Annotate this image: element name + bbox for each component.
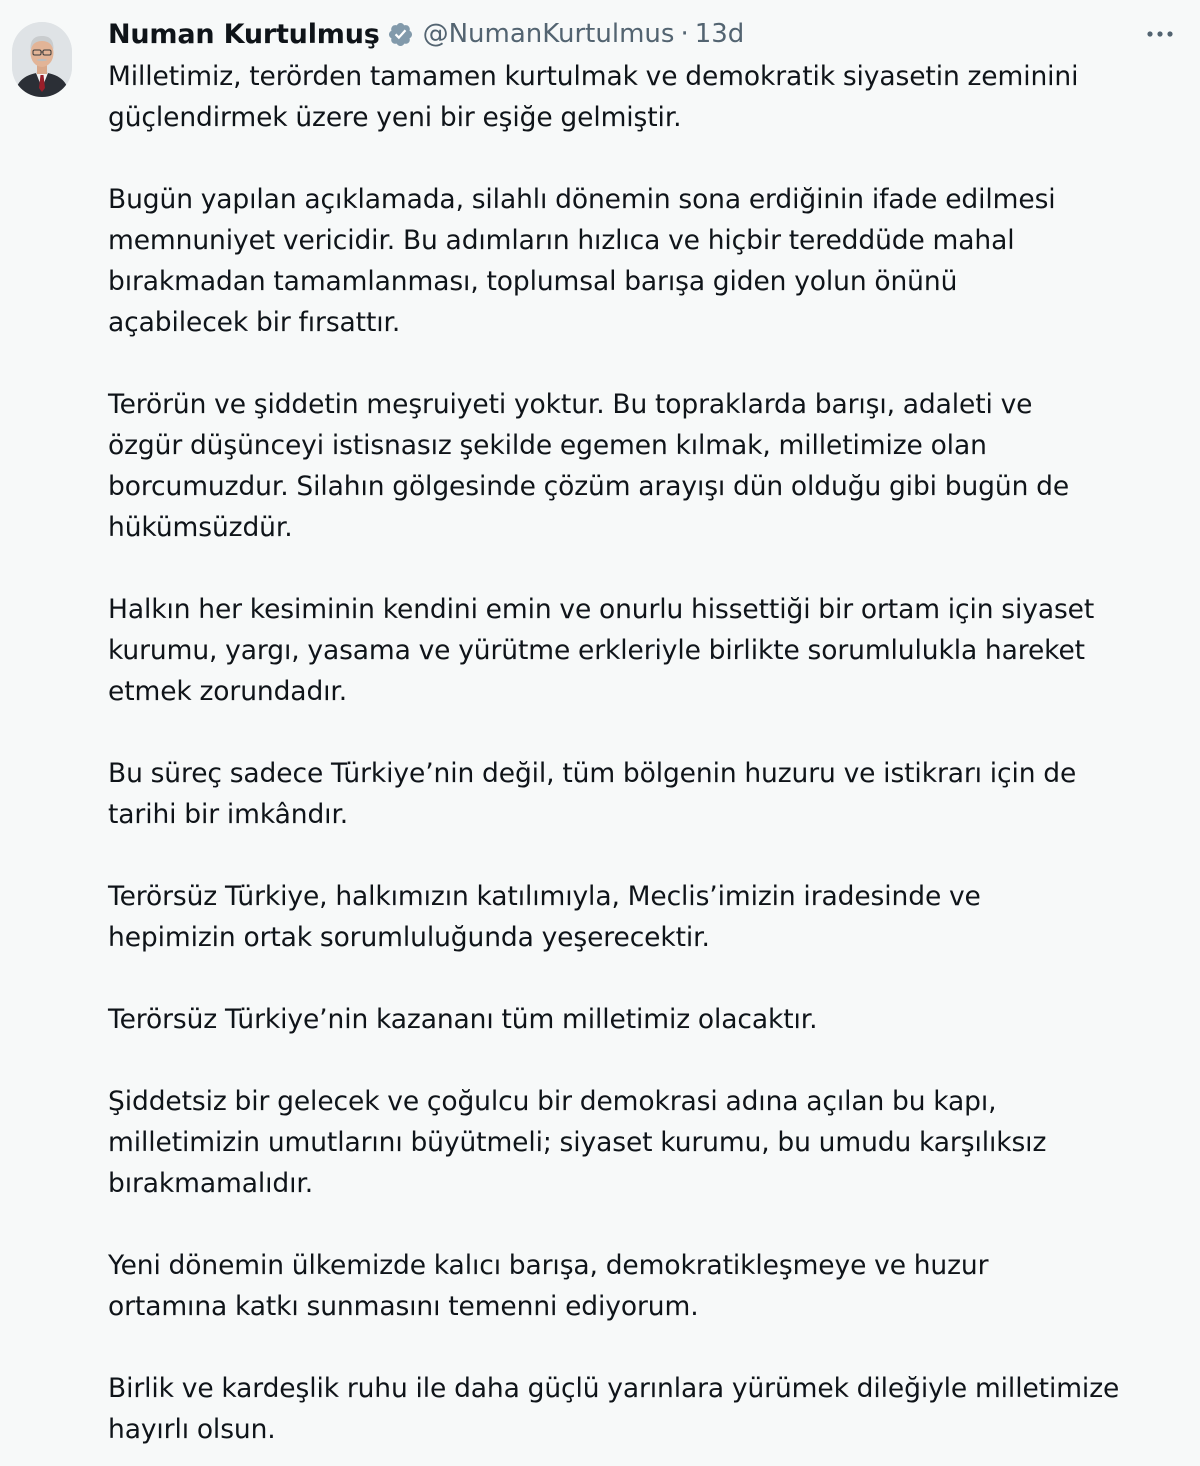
tweet-header xyxy=(108,14,1184,54)
tweet-paragraph xyxy=(108,384,1188,548)
tweet-line: hükümsüzdür. xyxy=(108,512,293,543)
tweet-line: Yeni dönemin ülkemizde kalıcı barışa, demokratikleşmeye ve huzur xyxy=(108,1250,989,1281)
tweet-line: bırakmadan tamamlanması, toplumsal barışa giden yolun önünü xyxy=(108,266,958,297)
more-options-icon[interactable] xyxy=(1138,14,1182,54)
tweet-line: hayırlı olsun. xyxy=(108,1414,276,1445)
tweet-line: Terörsüz Türkiye, halkımızın katılımıyla, Meclis’imizin iradesinde ve xyxy=(108,881,981,912)
tweet-paragraph xyxy=(108,753,1188,835)
tweet-paragraph xyxy=(108,999,1188,1040)
separator: · xyxy=(680,19,689,49)
avatar[interactable] xyxy=(12,22,72,97)
author-handle[interactable]: @NumanKurtulmus xyxy=(422,19,675,49)
tweet-line: borcumuzdur. Silahın gölgesinde çözüm arayışı dün olduğu gibi bugün de xyxy=(108,471,1070,502)
tweet-line: güçlendirmek üzere yeni bir eşiğe gelmiştir. xyxy=(108,102,682,133)
profile-photo-icon xyxy=(12,22,72,97)
tweet-paragraph xyxy=(108,876,1188,958)
tweet-paragraph xyxy=(108,1081,1188,1204)
tweet-line: Bugün yapılan açıklamada, silahlı dönemin sona erdiğinin ifade edilmesi xyxy=(108,184,1056,215)
tweet-line: bırakmamalıdır. xyxy=(108,1168,314,1199)
tweet-line: memnuniyet vericidir. Bu adımların hızlıca ve hiçbir tereddüde mahal xyxy=(108,225,1015,256)
verified-badge-icon[interactable] xyxy=(387,21,414,48)
tweet-line: milletimizin umutlarını büyütmeli; siyaset kurumu, bu umudu karşılıksız xyxy=(108,1127,1047,1158)
tweet-line: Halkın her kesiminin kendini emin ve onurlu hissettiği bir ortam için siyaset xyxy=(108,594,1095,625)
tweet-paragraph xyxy=(108,589,1188,712)
tweet-line: etmek zorundadır. xyxy=(108,676,348,707)
tweet-line: hepimizin ortak sorumluluğunda yeşerecektir. xyxy=(108,922,710,953)
tweet-line: Terörsüz Türkiye’nin kazananı tüm milletimiz olacaktır. xyxy=(108,1004,818,1035)
tweet-paragraph xyxy=(108,56,1188,138)
tweet-line: özgür düşünceyi istisnasız şekilde egemen kılmak, milletimize olan xyxy=(108,430,987,461)
tweet-paragraph xyxy=(108,179,1188,343)
tweet-line: Şiddetsiz bir gelecek ve çoğulcu bir demokrasi adına açılan bu kapı, xyxy=(108,1086,997,1117)
tweet-text xyxy=(108,56,1188,1466)
timestamp[interactable]: 13d xyxy=(694,19,745,49)
tweet-line: tarihi bir imkândır. xyxy=(108,799,349,830)
tweet-line: açabilecek bir fırsattır. xyxy=(108,307,401,338)
tweet-line: Birlik ve kardeşlik ruhu ile daha güçlü yarınlara yürümek dileğiyle milletimize xyxy=(108,1373,1120,1404)
tweet-paragraph xyxy=(108,1245,1188,1327)
tweet-paragraph xyxy=(108,1368,1188,1450)
tweet-line: Terörün ve şiddetin meşruiyeti yoktur. Bu topraklarda barışı, adaleti ve xyxy=(108,389,1033,420)
tweet-line: ortamına katkı sunmasını temenni ediyorum. xyxy=(108,1291,699,1322)
tweet-line: Milletimiz, terörden tamamen kurtulmak ve demokratik siyasetin zeminini xyxy=(108,61,1079,92)
tweet-line: kurumu, yargı, yasama ve yürütme erkleriyle birlikte sorumlulukla hareket xyxy=(108,635,1085,666)
tweet-line: Bu süreç sadece Türkiye’nin değil, tüm bölgenin huzuru ve istikrarı için de xyxy=(108,758,1077,789)
author-name[interactable]: Numan Kurtulmuş xyxy=(108,18,380,50)
